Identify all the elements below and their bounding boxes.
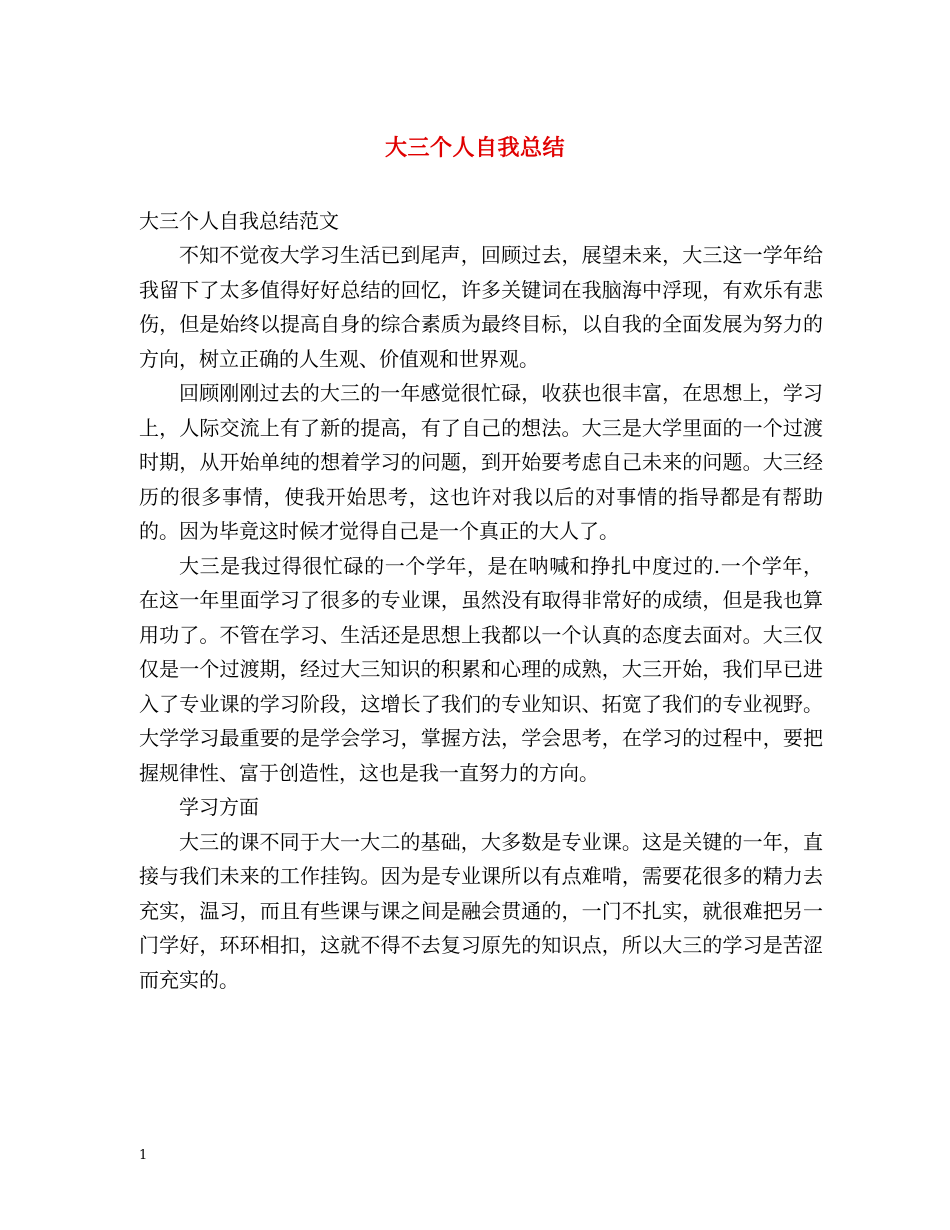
paragraph: 大三的课不同于大一大二的基础，大多数是专业课。这是关键的一年，直接与我们未来的工作挂钩。因为是专业课所以有点难啃，需要花很多的精力去充实，温习，而且有些课与课之间是融会贯通的，一门不扎实，就很难把另一门学好，环环相扣，这就不得不去复习原先的知识点，所以大三的学习是苦涩而充实的。 [139,829,823,992]
paragraph: 不知不觉夜大学习生活已到尾声，回顾过去，展望未来，大三这一学年给我留下了太多值得好好总结的回忆，许多关键词在我脑海中浮现，有欢乐有悲伤，但是始终以提高自身的综合素质为最终目标，以自我的全面发展为努力的方向，树立正确的人生观、价值观和世界观。 [139,243,823,371]
document-subtitle: 大三个人自我总结范文 [139,209,339,233]
paragraph: 回顾刚刚过去的大三的一年感觉很忙碌，收获也很丰富，在思想上，学习上，人际交流上有了新的提高，有了自己的想法。大三是大学里面的一个过渡时期，从开始单纯的想着学习的问题，到开始要考虑自己未来的问题。大三经历的很多事情，使我开始思考，这也许对我以后的对事情的指导都是有帮助的。因为毕竟这时候才觉得自己是一个真正的大人了。 [139,381,823,543]
section-heading: 学习方面 [179,795,259,819]
paragraph: 大三是我过得很忙碌的一个学年，是在呐喊和挣扎中度过的.一个学年，在这一年里面学习了很多的专业课，虽然没有取得非常好的成绩，但是我也算用功了。不管在学习、生活还是思想上我都以一个认真的态度去面对。大三仅仅是一个过渡期，经过大三知识的积累和心理的成熟，大三开始，我们早已进入了专业课的学习阶段，这增长了我们的专业知识、拓宽了我们的专业视野。大学学习最重要的是学会学习，掌握方法，学会思考，在学习的过程中，要把握规律性、富于创造性，这也是我一直努力的方向。 [139,553,823,785]
document-body [139,238,823,997]
page-number: 1 [139,1148,148,1163]
document-title: 大三个人自我总结 [384,135,565,161]
